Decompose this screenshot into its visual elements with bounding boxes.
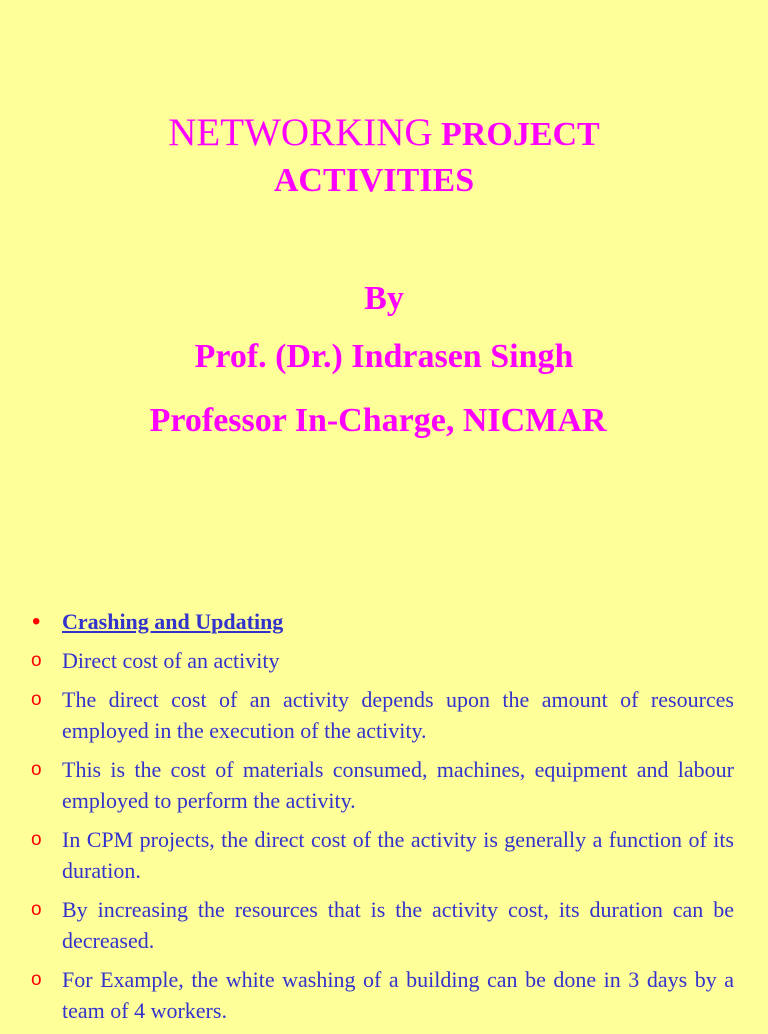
list-item <box>30 964 734 1026</box>
list-item-text: The direct cost of an activity depends upon the amount of resources employed in the execution of the activity. <box>62 687 734 743</box>
bullet-circle-icon: o <box>31 829 42 850</box>
list-item-text: By increasing the resources that is the activity cost, its duration can be decreased. <box>62 897 734 953</box>
list-item <box>30 894 734 956</box>
bullet-dot-icon: • <box>32 608 41 635</box>
list-item-text: Direct cost of an activity <box>62 648 280 673</box>
bullet-circle-icon: o <box>31 969 42 990</box>
list-item-text: This is the cost of materials consumed, machines, equipment and labour employed to perform the activity. <box>62 757 734 813</box>
bullet-circle-icon: o <box>31 759 42 780</box>
list-item <box>30 824 734 886</box>
list-item <box>30 645 734 676</box>
title-project: PROJECT <box>432 116 600 153</box>
section-heading-link[interactable]: Crashing and Updating <box>62 609 284 634</box>
bullet-circle-icon: o <box>31 899 42 920</box>
bullet-circle-icon: o <box>31 650 42 671</box>
author-role: Professor In-Charge, NICMAR <box>149 402 607 439</box>
bullet-circle-icon: o <box>31 689 42 710</box>
list-item-text: For Example, the white washing of a building can be done in 3 days by a team of 4 workers. <box>62 967 734 1023</box>
author-name: Prof. (Dr.) Indrasen Singh <box>194 338 574 375</box>
list-item-text: In CPM projects, the direct cost of the activity is generally a function of its duration. <box>62 827 734 883</box>
title-networking: NETWORKING <box>168 111 433 154</box>
title-line-2: ACTIVITIES <box>273 162 475 199</box>
content-list <box>30 606 734 1034</box>
title-line-1 <box>0 110 768 158</box>
list-item <box>30 684 734 746</box>
byline-by: By <box>364 280 404 317</box>
list-item-heading <box>30 606 734 637</box>
list-item <box>30 754 734 816</box>
